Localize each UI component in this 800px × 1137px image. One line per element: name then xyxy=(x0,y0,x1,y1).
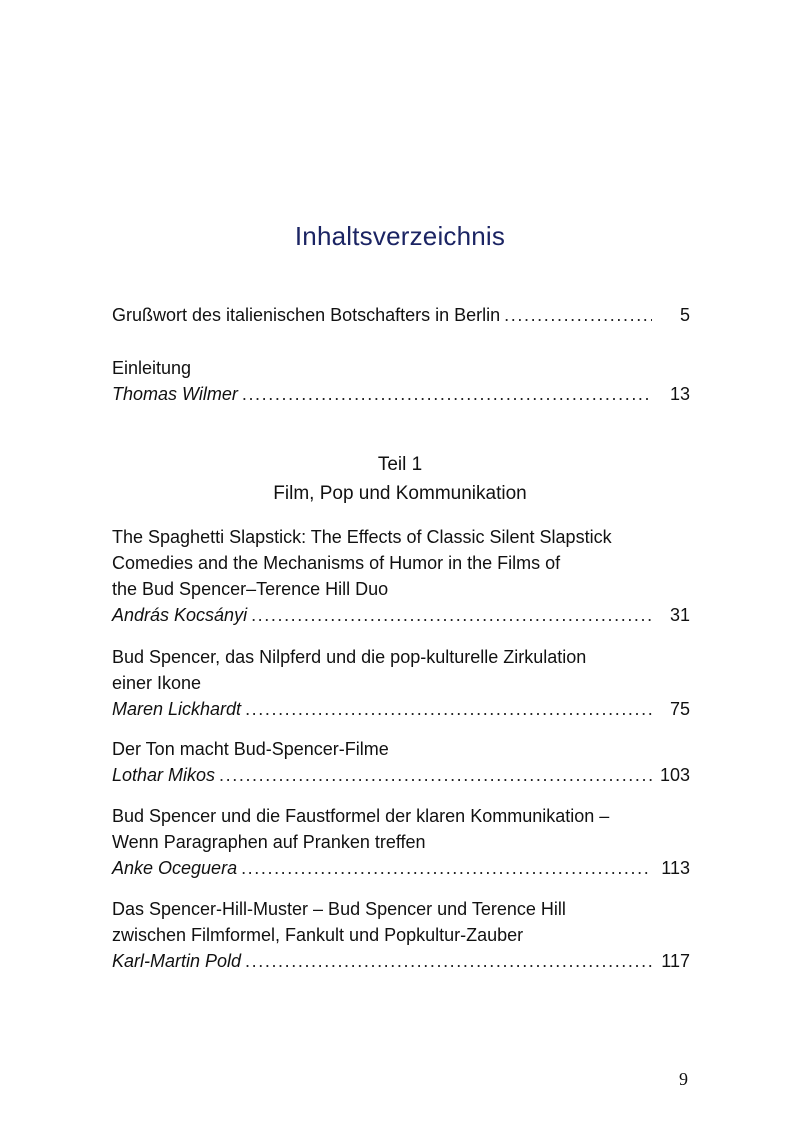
toc-entry-line xyxy=(112,762,690,788)
toc-entry-line xyxy=(112,948,690,974)
toc-entry xyxy=(112,644,690,722)
entry-title-line: einer Ikone xyxy=(112,673,202,693)
leader-dots xyxy=(241,855,652,881)
entry-page-number: 103 xyxy=(659,765,690,785)
entry-title: Einleitung xyxy=(112,358,192,378)
entry-author: Maren Lickhardt xyxy=(112,699,242,719)
part-label: Teil 1 xyxy=(377,454,423,475)
toc-entry xyxy=(112,524,690,628)
part-title: Film, Pop und Kommunikation xyxy=(273,483,527,504)
entry-author: Lothar Mikos xyxy=(112,765,216,785)
entry-author: Anke Oceguera xyxy=(112,858,238,878)
toc-entry-line xyxy=(112,696,690,722)
entry-page-number: 31 xyxy=(669,605,690,625)
leader-dots xyxy=(245,948,652,974)
toc-entry-grusswort xyxy=(112,302,690,328)
toc-entry-line xyxy=(112,302,690,328)
entry-title-line: The Spaghetti Slapstick: The Effects of Classic Silent Slapstick xyxy=(112,527,612,547)
leader-dots xyxy=(242,381,652,407)
entry-page-number: 5 xyxy=(679,305,690,325)
entry-title: Grußwort des italienischen Botschafters in Berlin xyxy=(112,305,501,325)
toc-entry-line xyxy=(112,381,690,407)
entry-title-line: Wenn Paragraphen auf Pranken treffen xyxy=(112,832,426,852)
entry-title-line: Der Ton macht Bud-Spencer-Filme xyxy=(112,739,389,759)
entry-author: András Kocsányi xyxy=(112,605,248,625)
leader-dots xyxy=(251,602,652,628)
leader-dots xyxy=(219,762,652,788)
entry-page-number: 117 xyxy=(661,951,690,971)
toc-entry-line xyxy=(112,602,690,628)
toc-entry-line xyxy=(112,855,690,881)
entry-page-number: 13 xyxy=(669,384,690,404)
entry-author: Thomas Wilmer xyxy=(112,384,238,404)
page-number-footer: 9 xyxy=(679,1069,688,1089)
entry-title-line: the Bud Spencer–Terence Hill Duo xyxy=(112,579,389,599)
entry-page-number: 113 xyxy=(661,858,690,878)
entry-title-line: Das Spencer-Hill-Muster – Bud Spencer und Terence Hill xyxy=(112,899,566,919)
toc-entry xyxy=(112,896,690,974)
leader-dots xyxy=(504,302,652,328)
entry-title-line: Bud Spencer, das Nilpferd und die pop-kulturelle Zirkulation xyxy=(112,647,587,667)
toc-entry xyxy=(112,736,690,788)
entry-page-number: 75 xyxy=(669,699,690,719)
leader-dots xyxy=(245,696,652,722)
entry-title-line: Bud Spencer und die Faustformel der klaren Kommunikation – xyxy=(112,806,610,826)
entry-title-line: zwischen Filmformel, Fankult und Popkultur-Zauber xyxy=(112,925,524,945)
toc-entry-einleitung xyxy=(112,355,690,407)
toc-entry xyxy=(112,803,690,881)
page-title: Inhaltsverzeichnis xyxy=(294,221,506,251)
entry-author: Karl-Martin Pold xyxy=(112,951,242,971)
entry-title-line: Comedies and the Mechanisms of Humor in the Films of xyxy=(112,553,561,573)
